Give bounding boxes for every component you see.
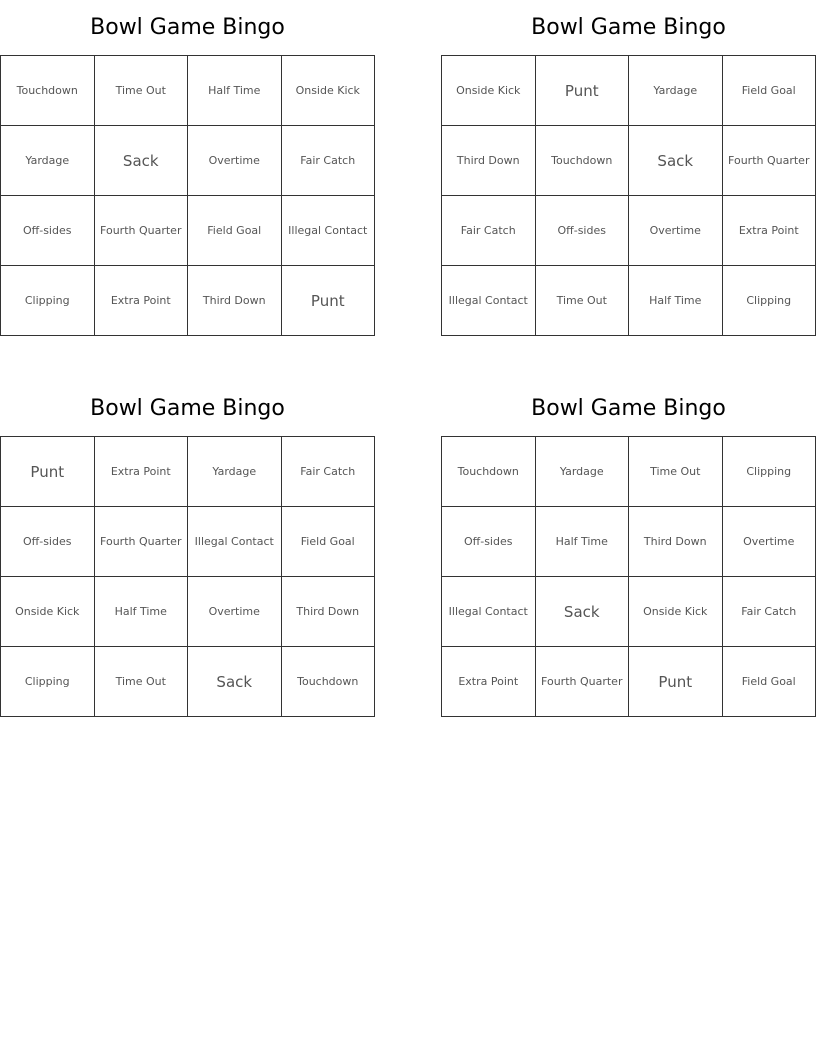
bingo-cell: Punt [1, 437, 95, 507]
bingo-cell: Time Out [95, 56, 189, 126]
bingo-cell: Overtime [629, 196, 723, 266]
bingo-cell: Third Down [282, 577, 376, 647]
bingo-grid [0, 55, 375, 336]
bingo-cell: Yardage [188, 437, 282, 507]
bingo-card-3 [0, 381, 375, 717]
bingo-cell: Clipping [1, 266, 95, 336]
bingo-cell: Fourth Quarter [536, 647, 630, 717]
bingo-cell: Fair Catch [442, 196, 536, 266]
bingo-cell: Clipping [723, 437, 816, 507]
bingo-cell: Illegal Contact [282, 196, 376, 266]
bingo-cell: Fair Catch [723, 577, 816, 647]
card-title: Bowl Game Bingo [531, 396, 726, 421]
bingo-cell: Fourth Quarter [723, 126, 816, 196]
bingo-card-4 [441, 381, 816, 717]
bingo-cell: Punt [629, 647, 723, 717]
bingo-cell: Extra Point [442, 647, 536, 717]
bingo-cell: Third Down [188, 266, 282, 336]
bingo-cell: Yardage [1, 126, 95, 196]
bingo-cell: Touchdown [536, 126, 630, 196]
bingo-cell: Fair Catch [282, 437, 376, 507]
bingo-cell: Time Out [95, 647, 189, 717]
bingo-cell: Off-sides [1, 507, 95, 577]
bingo-grid [441, 436, 816, 717]
bingo-cell: Off-sides [536, 196, 630, 266]
card-title: Bowl Game Bingo [531, 15, 726, 40]
bingo-cell: Field Goal [723, 647, 816, 717]
bingo-cell: Field Goal [282, 507, 376, 577]
bingo-grid [0, 436, 375, 717]
bingo-card-2 [441, 0, 816, 336]
bingo-cell: Onside Kick [1, 577, 95, 647]
card-title: Bowl Game Bingo [90, 15, 285, 40]
bingo-cell: Extra Point [95, 266, 189, 336]
bingo-cell: Fourth Quarter [95, 507, 189, 577]
bingo-cell: Yardage [536, 437, 630, 507]
bingo-cell: Overtime [188, 126, 282, 196]
bingo-cell: Illegal Contact [442, 266, 536, 336]
bingo-cell: Onside Kick [629, 577, 723, 647]
bingo-cell: Punt [282, 266, 376, 336]
bingo-cell: Punt [536, 56, 630, 126]
bingo-cell: Touchdown [442, 437, 536, 507]
bingo-cell: Half Time [536, 507, 630, 577]
bingo-cell: Extra Point [95, 437, 189, 507]
bingo-cell: Onside Kick [442, 56, 536, 126]
bingo-cell: Time Out [536, 266, 630, 336]
bingo-cell: Third Down [442, 126, 536, 196]
bingo-cell: Yardage [629, 56, 723, 126]
card-title: Bowl Game Bingo [90, 396, 285, 421]
bingo-cell: Half Time [629, 266, 723, 336]
bingo-cell: Sack [629, 126, 723, 196]
bingo-cell: Touchdown [282, 647, 376, 717]
bingo-cell: Fourth Quarter [95, 196, 189, 266]
bingo-cell: Sack [95, 126, 189, 196]
bingo-cell: Illegal Contact [442, 577, 536, 647]
bingo-grid [441, 55, 816, 336]
bingo-card-1 [0, 0, 375, 336]
bingo-cell: Half Time [95, 577, 189, 647]
bingo-cell: Extra Point [723, 196, 816, 266]
bingo-cell: Off-sides [1, 196, 95, 266]
bingo-cell: Clipping [723, 266, 816, 336]
bingo-cell: Illegal Contact [188, 507, 282, 577]
bingo-cell: Touchdown [1, 56, 95, 126]
bingo-cell: Off-sides [442, 507, 536, 577]
bingo-cell: Time Out [629, 437, 723, 507]
bingo-cell: Sack [536, 577, 630, 647]
bingo-cell: Fair Catch [282, 126, 376, 196]
bingo-cell: Half Time [188, 56, 282, 126]
bingo-cell: Field Goal [188, 196, 282, 266]
bingo-cell: Sack [188, 647, 282, 717]
bingo-cell: Third Down [629, 507, 723, 577]
bingo-cell: Overtime [188, 577, 282, 647]
bingo-cell: Overtime [723, 507, 816, 577]
bingo-cell: Field Goal [723, 56, 816, 126]
bingo-cell: Onside Kick [282, 56, 376, 126]
bingo-cell: Clipping [1, 647, 95, 717]
